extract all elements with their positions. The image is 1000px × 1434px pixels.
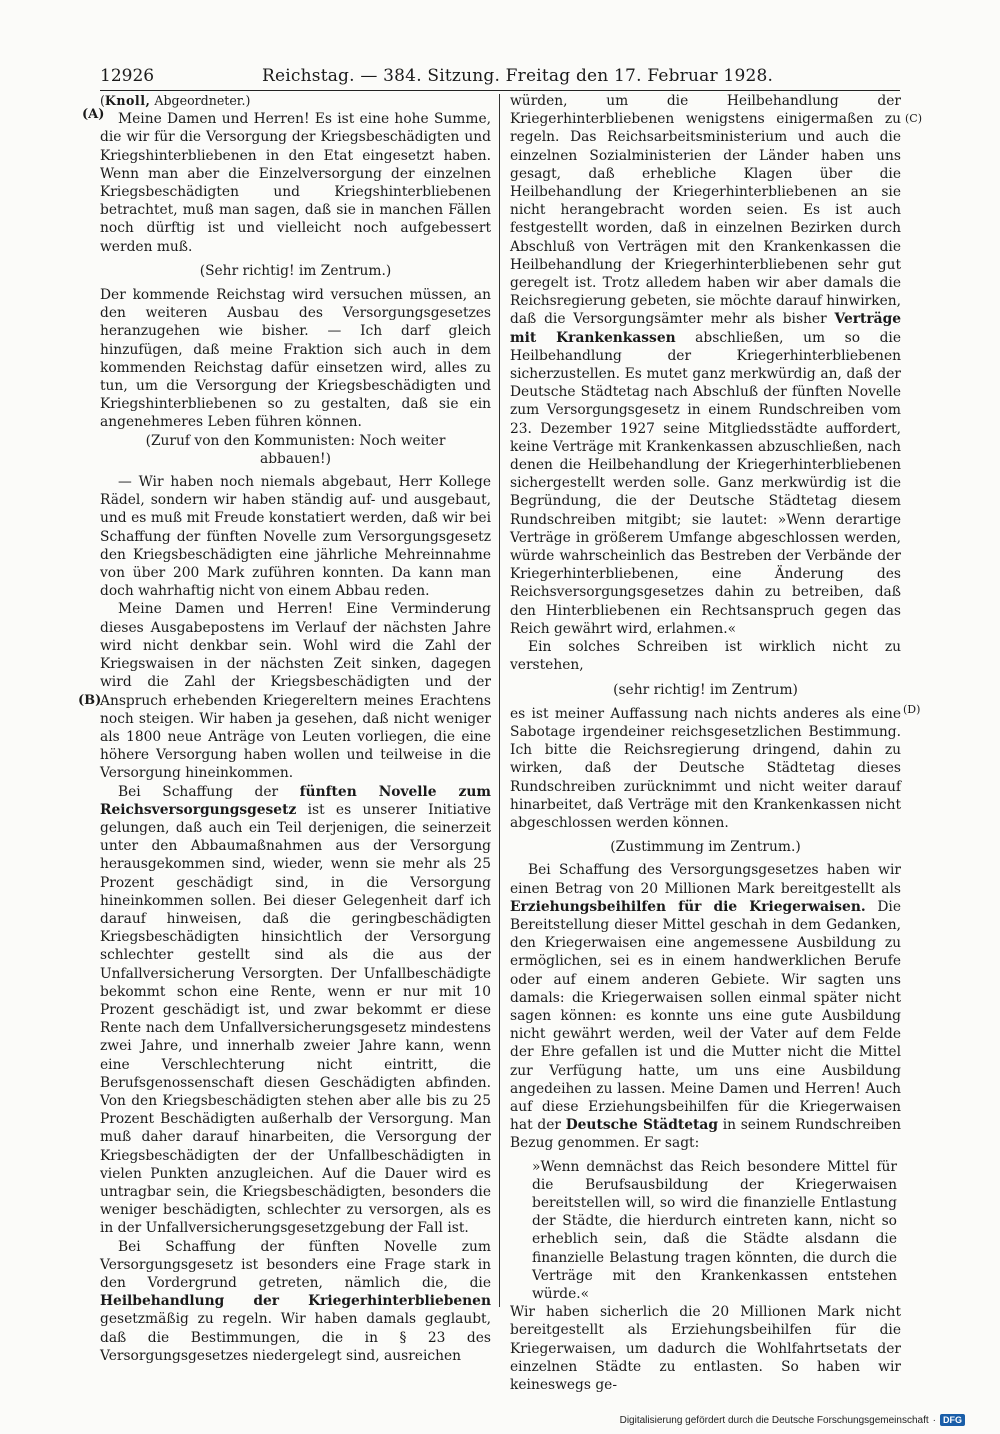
speaker-role: Abgeordneter.) xyxy=(150,93,251,108)
paragraph: es ist meiner Auffassung nach nichts anderes als eine Sabotage irgendeiner reichsgesetzlichen Bestimmung. Ich bitte die Reichsregierung dringend, dahin zu wirken, daß der Deutsche Städtetag dieses Rundschreiben zurücknimmt und nicht weiter darauf hinarbeitet, daß Verträge mit den Krankenkassen nicht abgeschlossen werden können. xyxy=(510,705,901,831)
paragraph: Meine Damen und Herren! Eine Verminderung dieses Ausgabepostens im Verlauf der nächsten Jahre wird nicht denkbar sein. Wohl wird die Zahl der Kriegswaisen in der nächsten Zeit sinken, dagegen wird die Zahl der Kriegsbeschädigten und der Anspruch erhebenden Kriegereltern meines Erachtens noch steigen. Wir haben ja gesehen, daß nicht weniger als 1800 neue Anträge von Leuten vorliegen, die eine höhere Versorgung haben wollen und teilweise in die Versorgung hineinkommen. xyxy=(100,601,491,782)
margin-mark-a: (A) xyxy=(82,107,105,122)
speaker-name: Knoll, xyxy=(104,93,151,108)
margin-mark-c: (C) xyxy=(905,112,922,125)
left-column xyxy=(100,92,491,1365)
speaker-line: (Knoll, Abgeordneter.) xyxy=(100,93,251,108)
column-divider xyxy=(499,94,500,1307)
bold-term: Erziehungsbeihilfen für die Kriegerwaisen. xyxy=(510,898,866,915)
bold-term: fünften Novelle zum Reichsversorgungsgesetz xyxy=(100,783,491,818)
margin-mark-d: (D) xyxy=(903,703,921,716)
interjection: (sehr richtig! im Zentrum) xyxy=(613,681,798,698)
interjection: (Zuruf von den Kommunisten: Noch weiter abbauen!) xyxy=(145,432,446,467)
page-header xyxy=(100,64,900,91)
footer-credit: Digitalisierung gefördert durch die Deutsche Forschungsgemeinschaft xyxy=(619,1414,929,1426)
interjection: (Zustimmung im Zentrum.) xyxy=(610,839,801,856)
bold-term: Verträge mit Krankenkassen xyxy=(510,311,901,346)
paragraph: Wir haben sicherlich die 20 Millionen Mark nicht bereitgestellt als Erziehungsbeihilfen für die Kriegerwaisen, um dadurch die Wohlfahrtsetats der einzelnen Städte zu entlasten. So haben wir keineswegs ge- xyxy=(510,1304,901,1394)
running-head: Reichstag. — 384. Sitzung. Freitag den 17. Februar 1928. xyxy=(262,66,774,86)
bold-term: Deutsche Städtetag xyxy=(565,1117,718,1134)
paragraph: Bei Schaffung der fünften Novelle zum Reichsversorgungsgesetz ist es unserer Initiative gelungen, daß auch ein Teil derjenigen, die seinerzeit unter den Abbaumaßnahmen aus der Versorgung herausgekommen sind, wieder, wenn sie mehr als 25 Prozent geschädigt sind, in die Versorgung hineinkommen sollen. Bei dieser Gelegenheit darf ich darauf hinweisen, daß die geringbeschädigten Kriegsbeschädigten hinsichtlich der Versorgung schlechter gestellt sind als die aus der Unfallversicherung Versorgten. Der Unfallbeschädigte bekommt schon eine Rente, wenn er nur mit 10 Prozent geschädigt ist, und zwar bekommt er diese Rente nach dem Unfallversicherungsgesetz mindestens zwei Jahre, und innerhalb zweier Jahre kann, wenn eine Verschlechterung nicht eintritt, die Berufsgenossenschaft diesen Geschädigten abfinden. Von den Kriegsbeschädigten stehen aber alle bis zu 25 Prozent Beschädigten außerhalb der Versorgung. Man muß daher darauf hinarbeiten, die Versorgung der Kriegsbeschädigten der der Unfallbeschädigten in vielen Punkten anzugleichen. Auf die Dauer wird es untragbar sein, die Kriegsbeschädigten, besonders die weniger beschädigten, schlechter zu versorgen, als es in der Unfallversicherungsgesetzgebung der Fall ist. xyxy=(100,783,491,1237)
paragraph: Bei Schaffung der fünften Novelle zum Versorgungsgesetz ist besonders eine Frage stark in den Vordergrund getreten, nämlich die, die Heilbehandlung der Kriegerhinterbliebenen gesetzmäßig zu regeln. Wir haben damals geglaubt, daß die Bestimmungen, die in § 23 des Versorgungsgesetzes niedergelegt sind, ausreichen xyxy=(100,1238,491,1364)
paragraph: würden, um die Heilbehandlung der Kriegerhinterbliebenen wenigstens einigermaßen zu regeln. Das Reichsarbeitsministerium und auch die einzelnen Sozialministerien der Länder haben uns gesagt, daß erhebliche Klagen über die Heilbehandlung der Kriegerhinterbliebenen an sie nicht herangebracht worden seien. Es ist auch festgestellt worden, daß in einzelnen Bezirken durch Abschluß von Verträgen mit den Krankenkassen die Heilbehandlung der Kriegerhinterbliebenen sehr gut geregelt ist. Trotz alledem haben wir aber damals die Reichsregierung gebeten, sie möchte darauf hinwirken, daß die Versorgungsämter mehr als bisher Verträge mit Krankenkassen abschließen, um so die Heilbehandlung der Kriegerhinterbliebenen sicherzustellen. Es mutet ganz merkwürdig an, daß der Deutsche Städtetag nach Abschluß der fünften Novelle zum Versorgungsgesetz in einem Rundschreiben vom 23. Dezember 1927 seine Mitgliedsstädte auffordert, keine Verträge mit Krankenkassen abzuschließen, nach denen die Heilbehandlung der Kriegerhinterbliebenen sichergestellt werden solle. Ganz merkwürdig ist die Begründung, die der Deutsche Städtetag diesem Rundschreiben mitgibt; sie lautet: »Wenn derartige Verträge in größerem Umfange abgeschlossen werden, würde wahrscheinlich das Bestreben der Verbände der Kriegerhinterbliebenen, eine Änderung des Reichsversorgungsgesetzes dahin zu betreiben, daß den Hinterbliebenen ein Rechtsanspruch gegen das Reich gewährt wird, erlahmen.« xyxy=(510,93,901,637)
bold-term: Heilbehandlung der Kriegerhinterbliebenen xyxy=(100,1293,491,1310)
paragraph: — Wir haben noch niemals abgebaut, Herr Kollege Rädel, sondern wir haben ständig auf- und ausgebaut, und es muß mit Freude konstatiert werden, daß wir bei Schaffung der fünften Novelle zum Versorgungsgesetz den Kriegsbeschädigten eine jährliche Mehreinnahme von über 200 Mark zuführen konnten. Da kann man doch wahrhaftig nicht von einem Abbau reden. xyxy=(100,474,491,600)
block-quote: »Wenn demnächst das Reich besondere Mittel für die Berufsausbildung der Kriegerwaisen bereitstellen will, so wird die finanzielle Entlastung der Städte, die hierdurch eintreten kann, nicht so erheblich sein, daß die Städte alsdann die finanzielle Belastung tragen könnten, die durch die Verträge mit den Krankenkassen entstehen würde.« xyxy=(532,1158,897,1302)
page-number: 12926 xyxy=(100,66,155,86)
dfg-logo: DFG xyxy=(940,1414,965,1426)
paragraph: Bei Schaffung des Versorgungsgesetzes haben wir einen Betrag von 20 Millionen Mark bereitgestellt als Erziehungsbeihilfen für die Kriegerwaisen. Die Bereitstellung dieser Mittel geschah in dem Gedanken, den Kriegerwaisen eine angemessene Ausbildung zu ermöglichen, sei es in einem handwerklichen Berufe oder auf einem anderen Gebiete. Wir sagten uns damals: die Kriegerwaisen sollen einmal später nicht sagen können: es konnte uns eine gute Ausbildung nicht gewährt werden, weil der Vater auf dem Felde der Ehre gefallen ist und die Mutter nicht die Mittel zur Verfügung hatte, um uns eine Ausbildung angedeihen zu lassen. Meine Damen und Herren! Auch auf diese Erziehungsbeihilfen für die Kriegerwaisen hat der Deutsche Städtetag in seinem Rundschreiben Bezug genommen. Er sagt: xyxy=(510,862,901,1152)
interjection: (Sehr richtig! im Zentrum.) xyxy=(199,262,392,279)
margin-mark-b: (B) xyxy=(78,693,102,708)
paragraph: Ein solches Schreiben ist wirklich nicht zu verstehen, xyxy=(510,639,901,674)
footer: Digitalisierung gefördert durch die Deutsche Forschungsgemeinschaft · DFG xyxy=(620,1414,965,1426)
paragraph: Meine Damen und Herren! Es ist eine hohe Summe, die wir für die Versorgung der Kriegsbeschädigten und Kriegshinterbliebenen in den Etat eingesetzt haben. Wenn man aber die Einzelversorgung der einzelnen Kriegsbeschädigten und Kriegshinterbliebenen betrachtet, muß man sagen, daß sie in manchen Fällen noch dürftig ist und vielleicht noch aufgebessert werden muß. xyxy=(100,111,491,255)
paragraph: Der kommende Reichstag wird versuchen müssen, an den weiteren Ausbau des Versorgungsgesetzes heranzugehen wie bisher. — Ich darf gleich hinzufügen, daß meine Fraktion sich auch in dem kommenden Reichstag dafür einsetzen wird, alles zu tun, um die Versorgung der Kriegsbeschädigten und Kriegshinterbliebenen so zu gestalten, daß sie ein angenehmeres Leben führen können. xyxy=(100,287,491,431)
right-column xyxy=(510,92,901,1394)
